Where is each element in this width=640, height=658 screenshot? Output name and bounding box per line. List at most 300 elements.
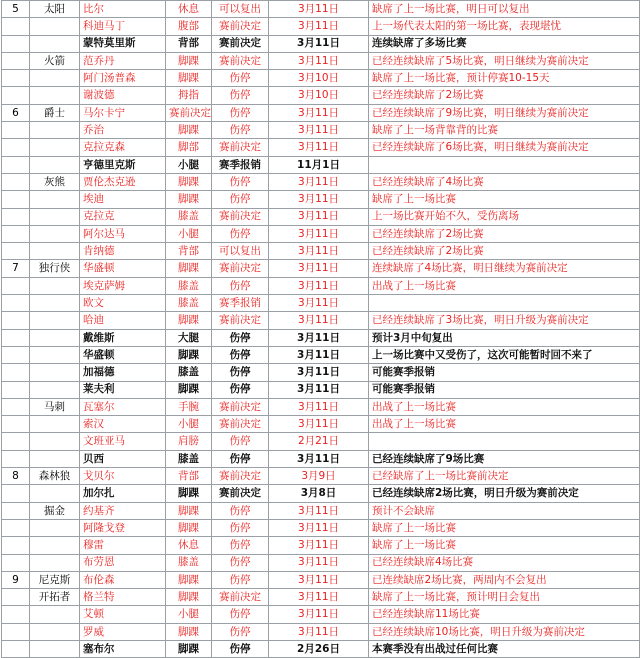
note-cell: 上一场比赛开始不久，受伤离场 [369,208,640,225]
player-cell: 华盛顿 [80,346,166,363]
player-cell: 比尔 [80,1,166,18]
team-cell [30,208,80,225]
player-cell: 克拉克森 [80,139,166,156]
note-cell [369,295,640,312]
status-cell: 伤停 [212,450,269,467]
team-cell [30,346,80,363]
player-cell: 欧文 [80,295,166,312]
rank-cell [2,277,30,294]
status-cell: 赛季报销 [212,156,269,173]
injury-part-cell: 脚踝 [166,623,212,640]
player-cell: 塞布尔 [80,640,166,657]
player-cell: 哈迪 [80,312,166,329]
note-cell: 上一场比赛中又受伤了，这次可能暂时回不来了 [369,346,640,363]
injury-part-cell: 背部 [166,35,212,52]
rank-cell [2,52,30,69]
injury-part-cell: 背部 [166,468,212,485]
date-cell: 3月11日 [269,571,369,588]
note-cell: 缺席了上一场比赛 [369,519,640,536]
note-cell: 已经连续缺席4场比赛 [369,554,640,571]
table-row [2,35,640,52]
rank-cell [2,433,30,450]
date-cell: 3月11日 [269,606,369,623]
table-row [2,398,640,415]
player-cell: 埃克萨姆 [80,277,166,294]
note-cell [369,156,640,173]
injury-part-cell: 脚踝 [166,191,212,208]
status-cell: 赛前决定 [212,589,269,606]
note-cell: 已经缺席了上一场比赛前决定 [369,468,640,485]
table-row [2,156,640,173]
team-cell: 森林狼 [30,468,80,485]
table-row [2,1,640,18]
note-cell: 已经连续缺席10场比赛，明日升级为赛前决定 [369,623,640,640]
player-cell: 科迪马丁 [80,18,166,35]
table-row [2,571,640,588]
table-row [2,70,640,87]
rank-cell [2,485,30,502]
injury-part-cell: 膝盖 [166,554,212,571]
player-cell: 肯纳德 [80,243,166,260]
injury-part-cell: 脚踝 [166,122,212,139]
date-cell: 3月11日 [269,139,369,156]
status-cell: 伤停 [212,606,269,623]
team-cell [30,295,80,312]
player-cell: 马尔卡宁 [80,104,166,121]
injury-part-cell: 脚踝 [166,519,212,536]
table-row [2,260,640,277]
team-cell [30,277,80,294]
note-cell: 已经连续缺席了5场比赛，明日继续为赛前决定 [369,52,640,69]
date-cell: 3月11日 [269,18,369,35]
table-row [2,485,640,502]
team-cell [30,381,80,398]
team-cell [30,156,80,173]
injury-part-cell: 脚踝 [166,502,212,519]
date-cell: 3月11日 [269,329,369,346]
injury-part-cell: 脚踝 [166,70,212,87]
note-cell: 已经连续缺席2场比赛，明日升级为赛前决定 [369,485,640,502]
injury-part-cell: 手腕 [166,398,212,415]
date-cell: 3月11日 [269,364,369,381]
date-cell: 2月26日 [269,640,369,657]
note-cell: 缺席了上一场比赛，明日可以复出 [369,1,640,18]
note-cell: 已经连续缺席了9场比赛 [369,450,640,467]
player-cell: 文班亚马 [80,433,166,450]
rank-cell [2,122,30,139]
rank-cell [2,208,30,225]
table-row [2,173,640,190]
team-cell [30,35,80,52]
injury-part-cell: 小腿 [166,416,212,433]
status-cell: 赛前决定 [212,139,269,156]
player-cell: 华盛顿 [80,260,166,277]
injury-part-cell: 休息 [166,537,212,554]
table-row [2,468,640,485]
table-row [2,346,640,363]
note-cell: 已经连续缺席了3场比赛，明日升级为赛前决定 [369,312,640,329]
note-cell: 已经连续缺席了6场比赛，明日继续为赛前决定 [369,139,640,156]
injury-part-cell: 膝盖 [166,277,212,294]
note-cell: 缺席了上一场比赛，预计明日会复出 [369,589,640,606]
team-cell [30,329,80,346]
rank-cell [2,243,30,260]
table-row [2,191,640,208]
status-cell: 伤停 [212,640,269,657]
player-cell: 艾顿 [80,606,166,623]
rank-cell [2,191,30,208]
table-row [2,623,640,640]
note-cell: 已连续缺席2场比赛，两周内不会复出 [369,571,640,588]
date-cell: 3月9日 [269,468,369,485]
note-cell: 连续缺席了4场比赛，明日继续为赛前决定 [369,260,640,277]
injury-part-cell: 背部 [166,243,212,260]
table-row [2,502,640,519]
date-cell: 3月11日 [269,502,369,519]
injury-part-cell: 小腿 [166,156,212,173]
date-cell: 3月8日 [269,485,369,502]
injury-part-cell: 脚踝 [166,260,212,277]
table-row [2,295,640,312]
team-cell [30,225,80,242]
date-cell: 3月11日 [269,346,369,363]
table-row [2,139,640,156]
note-cell: 缺席了上一场比赛 [369,537,640,554]
player-cell: 埃迪 [80,191,166,208]
injury-part-cell: 脚部 [166,139,212,156]
note-cell: 可能赛季报销 [369,364,640,381]
date-cell: 3月10日 [269,70,369,87]
date-cell: 3月11日 [269,416,369,433]
player-cell: 蒙特莫里斯 [80,35,166,52]
injury-part-cell: 肩膀 [166,433,212,450]
rank-cell [2,364,30,381]
rank-cell: 6 [2,104,30,121]
note-cell: 出战了上一场比赛 [369,398,640,415]
table-row [2,606,640,623]
injury-part-cell: 脚踝 [166,571,212,588]
status-cell: 伤停 [212,346,269,363]
status-cell: 赛前决定 [212,18,269,35]
player-cell: 戈贝尔 [80,468,166,485]
status-cell: 伤停 [212,502,269,519]
table-row [2,381,640,398]
team-cell [30,416,80,433]
rank-cell [2,589,30,606]
player-cell: 乔治 [80,122,166,139]
injury-part-cell: 脚踝 [166,312,212,329]
date-cell: 3月11日 [269,104,369,121]
rank-cell [2,554,30,571]
table-row [2,554,640,571]
team-cell: 独行侠 [30,260,80,277]
table-row [2,364,640,381]
rank-cell [2,346,30,363]
status-cell: 伤停 [212,70,269,87]
note-cell: 已经连续缺席11场比赛 [369,606,640,623]
status-cell: 伤停 [212,104,269,121]
team-cell: 掘金 [30,502,80,519]
note-cell: 已经连续缺席了9场比赛，明日继续为赛前决定 [369,104,640,121]
status-cell: 伤停 [212,554,269,571]
status-cell: 可以复出 [212,1,269,18]
date-cell: 3月11日 [269,277,369,294]
note-cell: 缺席了上一场比赛，预计停赛10-15天 [369,70,640,87]
status-cell: 伤停 [212,364,269,381]
rank-cell [2,398,30,415]
injury-report-table [1,0,640,658]
team-cell: 爵士 [30,104,80,121]
status-cell: 伤停 [212,519,269,536]
team-cell [30,450,80,467]
team-cell [30,243,80,260]
note-cell: 本赛季没有出战过任何比赛 [369,640,640,657]
injury-part-cell: 大腿 [166,329,212,346]
player-cell: 阿隆戈登 [80,519,166,536]
rank-cell [2,519,30,536]
date-cell: 11月1日 [269,156,369,173]
rank-cell [2,623,30,640]
date-cell: 3月11日 [269,1,369,18]
status-cell: 伤停 [212,433,269,450]
date-cell: 3月11日 [269,554,369,571]
date-cell: 2月21日 [269,433,369,450]
team-cell: 马刺 [30,398,80,415]
rank-cell [2,329,30,346]
player-cell: 加尔扎 [80,485,166,502]
status-cell: 伤停 [212,122,269,139]
team-cell [30,70,80,87]
table-row [2,208,640,225]
rank-cell [2,381,30,398]
note-cell: 可能赛季报销 [369,381,640,398]
team-cell [30,537,80,554]
rank-cell [2,156,30,173]
injury-part-cell: 休息 [166,1,212,18]
status-cell: 伤停 [212,191,269,208]
rank-cell: 9 [2,571,30,588]
status-cell: 赛前决定 [212,416,269,433]
date-cell: 3月11日 [269,381,369,398]
status-cell: 伤停 [212,87,269,104]
note-cell: 预计不会缺席 [369,502,640,519]
table-row [2,243,640,260]
date-cell: 3月11日 [269,208,369,225]
date-cell: 3月11日 [269,173,369,190]
rank-cell [2,173,30,190]
note-cell: 缺席了上一场背靠背的比赛 [369,122,640,139]
note-cell: 出战了上一场比赛 [369,416,640,433]
status-cell: 赛前决定 [212,52,269,69]
status-cell: 伤停 [212,571,269,588]
rank-cell [2,87,30,104]
rank-cell [2,295,30,312]
team-cell: 尼克斯 [30,571,80,588]
injury-part-cell: 膝盖 [166,208,212,225]
player-cell: 穆雷 [80,537,166,554]
table-row [2,104,640,121]
player-cell: 戴维斯 [80,329,166,346]
note-cell: 出战了上一场比赛 [369,277,640,294]
player-cell: 范乔丹 [80,52,166,69]
status-cell: 伤停 [212,225,269,242]
injury-part-cell: 脚踝 [166,589,212,606]
date-cell: 3月11日 [269,623,369,640]
status-cell: 伤停 [212,623,269,640]
date-cell: 3月11日 [269,537,369,554]
rank-cell [2,416,30,433]
player-cell: 约基齐 [80,502,166,519]
note-cell: 已经连续缺席了2场比赛 [369,87,640,104]
player-cell: 加福德 [80,364,166,381]
team-cell [30,519,80,536]
status-cell: 伤停 [212,329,269,346]
status-cell: 赛前决定 [212,35,269,52]
date-cell: 3月11日 [269,35,369,52]
injury-part-cell: 拇指 [166,87,212,104]
date-cell: 3月11日 [269,243,369,260]
table-row [2,450,640,467]
date-cell: 3月11日 [269,519,369,536]
team-cell [30,433,80,450]
note-cell: 已经连续缺席了4场比赛 [369,173,640,190]
table-row [2,312,640,329]
injury-part-cell: 膝盖 [166,295,212,312]
status-cell: 可以复出 [212,243,269,260]
player-cell: 罗威 [80,623,166,640]
date-cell: 3月11日 [269,450,369,467]
date-cell: 3月11日 [269,52,369,69]
rank-cell [2,502,30,519]
team-cell [30,364,80,381]
player-cell: 格兰特 [80,589,166,606]
injury-table-body [2,1,640,658]
team-cell [30,606,80,623]
status-cell: 伤停 [212,277,269,294]
player-cell: 阿门汤普森 [80,70,166,87]
rank-cell [2,18,30,35]
table-row [2,329,640,346]
injury-part-cell: 腹部 [166,18,212,35]
injury-part-cell: 脚踝 [166,381,212,398]
player-cell: 贾伦杰克逊 [80,173,166,190]
player-cell: 布劳恩 [80,554,166,571]
note-cell: 预计3月中旬复出 [369,329,640,346]
status-cell: 赛前决定 [212,312,269,329]
table-row [2,433,640,450]
date-cell: 3月11日 [269,260,369,277]
injury-part-cell: 脚踝 [166,640,212,657]
team-cell: 灰熊 [30,173,80,190]
table-row [2,277,640,294]
injury-part-cell: 脚踝 [166,485,212,502]
status-cell: 伤停 [212,537,269,554]
player-cell: 贝西 [80,450,166,467]
date-cell: 3月11日 [269,398,369,415]
rank-cell [2,312,30,329]
note-cell: 连续缺席了多场比赛 [369,35,640,52]
injury-part-cell: 赛前决定 [166,104,212,121]
date-cell: 3月11日 [269,122,369,139]
team-cell [30,485,80,502]
rank-cell: 7 [2,260,30,277]
team-cell [30,640,80,657]
table-row [2,87,640,104]
date-cell: 3月11日 [269,225,369,242]
note-cell [369,433,640,450]
player-cell: 谢波德 [80,87,166,104]
player-cell: 瓦塞尔 [80,398,166,415]
injury-part-cell: 脚踝 [166,173,212,190]
status-cell: 赛前决定 [212,208,269,225]
team-cell [30,191,80,208]
team-cell [30,139,80,156]
injury-part-cell: 膝盖 [166,450,212,467]
table-row [2,416,640,433]
rank-cell [2,450,30,467]
rank-cell [2,225,30,242]
injury-part-cell: 膝盖 [166,364,212,381]
status-cell: 赛前决定 [212,468,269,485]
status-cell: 伤停 [212,381,269,398]
team-cell [30,87,80,104]
rank-cell [2,139,30,156]
player-cell: 克拉克 [80,208,166,225]
note-cell: 缺席了上一场比赛 [369,191,640,208]
status-cell: 赛季报销 [212,295,269,312]
injury-part-cell: 脚踝 [166,346,212,363]
status-cell: 赛前决定 [212,260,269,277]
status-cell: 赛前决定 [212,485,269,502]
table-row [2,18,640,35]
team-cell [30,122,80,139]
table-row [2,52,640,69]
rank-cell: 8 [2,468,30,485]
date-cell: 3月10日 [269,87,369,104]
date-cell: 3月11日 [269,312,369,329]
date-cell: 3月11日 [269,191,369,208]
team-cell [30,18,80,35]
rank-cell [2,606,30,623]
date-cell: 3月11日 [269,589,369,606]
team-cell: 太阳 [30,1,80,18]
note-cell: 已经连续缺席了2场比赛 [369,243,640,260]
table-row [2,122,640,139]
player-cell: 亨德里克斯 [80,156,166,173]
table-row [2,519,640,536]
rank-cell [2,640,30,657]
team-cell [30,312,80,329]
team-cell [30,554,80,571]
player-cell: 索汉 [80,416,166,433]
rank-cell [2,70,30,87]
table-row [2,640,640,657]
rank-cell [2,35,30,52]
team-cell [30,623,80,640]
status-cell: 赛前决定 [212,398,269,415]
table-row [2,537,640,554]
player-cell: 阿尔达马 [80,225,166,242]
rank-cell [2,537,30,554]
rank-cell: 5 [2,1,30,18]
injury-part-cell: 小腿 [166,606,212,623]
player-cell: 莱夫利 [80,381,166,398]
status-cell: 伤停 [212,173,269,190]
note-cell: 已经连续缺席了2场比赛 [369,225,640,242]
injury-part-cell: 脚踝 [166,52,212,69]
player-cell: 布伦森 [80,571,166,588]
team-cell: 开拓者 [30,589,80,606]
